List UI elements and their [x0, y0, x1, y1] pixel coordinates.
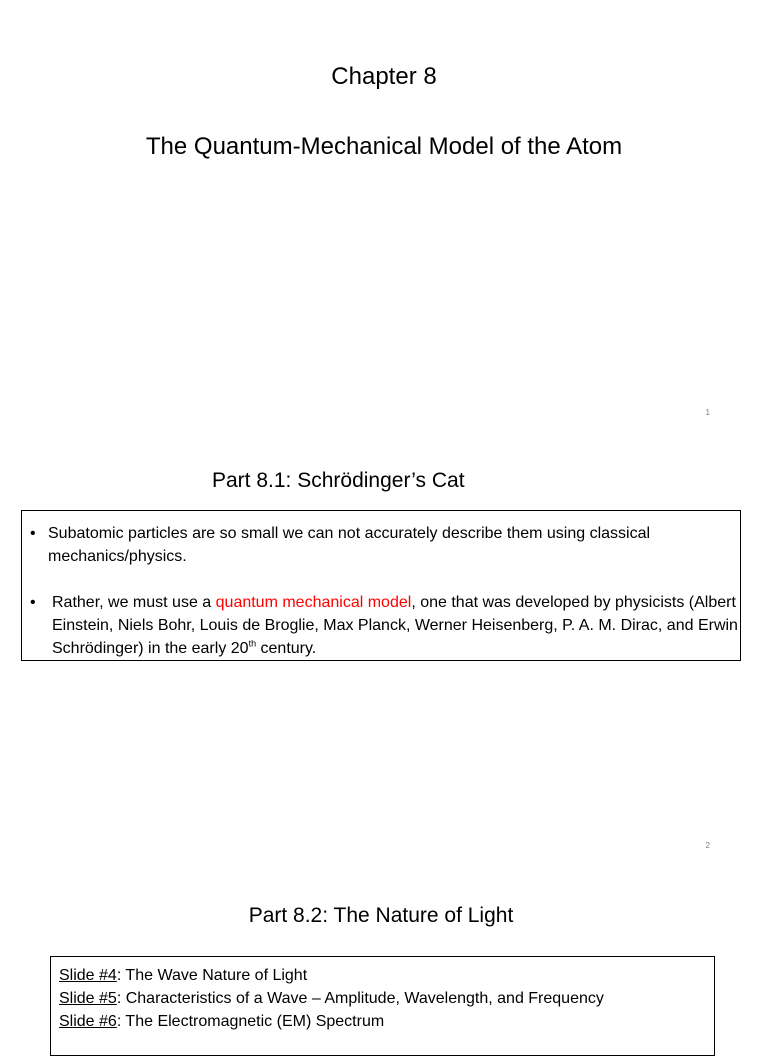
bullet-marker: •: [30, 594, 36, 611]
part-title: Part 8.2: The Nature of Light: [248, 904, 514, 927]
content-box: [21, 510, 741, 661]
slide-3: [0, 870, 768, 1030]
slide-description: : The Electromagnetic (EM) Spectrum: [116, 1013, 385, 1030]
bullet-text-before: Rather, we must use a: [52, 594, 216, 611]
part-title: Part 8.1: Schrödinger’s Cat: [212, 469, 465, 492]
slide-number: 1: [705, 408, 710, 417]
slide-list-item: [59, 964, 714, 987]
bullet-item: [30, 522, 720, 568]
slide-reference: Slide #5: [59, 990, 117, 1007]
chapter-title: Chapter 8: [331, 63, 437, 90]
bullet-text-end: century.: [256, 640, 317, 657]
bullet-item: [30, 591, 742, 660]
slide-number: 2: [705, 841, 710, 850]
slide-2: [0, 435, 768, 870]
slide-description: : The Wave Nature of Light: [116, 967, 308, 984]
bullet-marker: •: [30, 525, 36, 542]
slide-description: : Characteristics of a Wave – Amplitude, Wavelength, and Frequency: [116, 990, 604, 1007]
slide-1: [0, 0, 768, 435]
slide-list-box: [50, 956, 715, 1056]
bullet-text: [52, 591, 742, 660]
ordinal-superscript: th: [248, 638, 257, 649]
bullet-text: Subatomic particles are so small we can not accurately describe them using classical mechanics/physics.: [48, 525, 651, 565]
highlighted-term: quantum mechanical model: [215, 594, 412, 611]
slide-list-item: [59, 1010, 714, 1033]
bullet-text-after: , one that was developed by physicists (Albert Einstein, Niels Bohr, Louis de Broglie, Max Planck, Werner Heisenberg, P. A. M. Dirac, and Erwin Schrödinger) in the early 20: [52, 594, 738, 657]
chapter-subtitle: The Quantum-Mechanical Model of the Atom: [145, 133, 623, 160]
slide-list-item: [59, 987, 714, 1010]
slide-reference: Slide #6: [59, 1013, 117, 1030]
slide-reference: Slide #4: [59, 967, 117, 984]
